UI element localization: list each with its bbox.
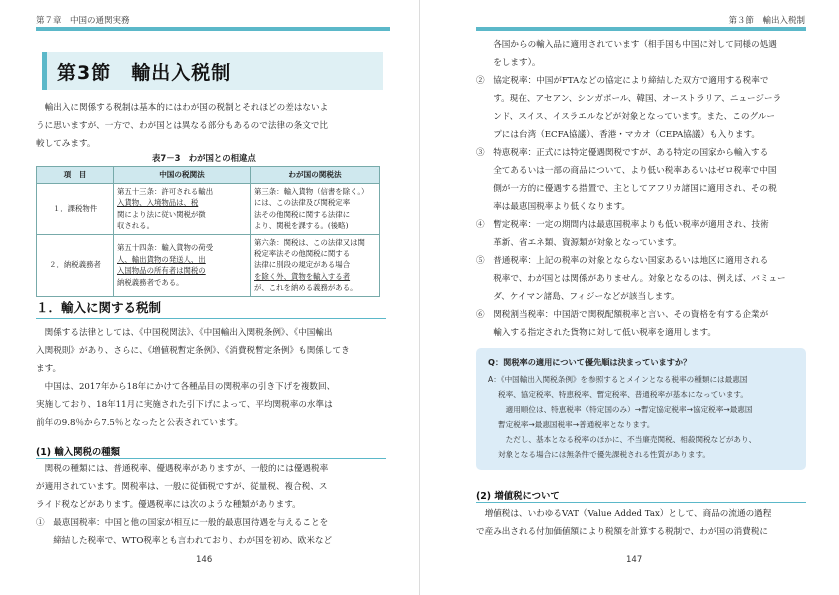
text-line: 実施しており、18年11月に実施された引下げによって、平均関税率の水準は	[36, 400, 333, 410]
table-cell-japan	[251, 234, 380, 296]
cell-line: 法その他関税に関する法律に	[254, 209, 351, 219]
section-title: 第3節 輸出入税制	[57, 62, 232, 84]
text-line: ライド税などがあります。優遇税率には次のような種類があります。	[36, 500, 301, 510]
cell-line: を除く外、貨物を輸入する者	[254, 271, 351, 281]
list-line: 全てあるいは一部の商品について、より低い税率あるいはゼロ税率で中国	[476, 166, 777, 176]
text-line: 中国は、2017年から18年にかけて各種品目の関税率の引き下げを複数回、	[36, 382, 336, 392]
intro-paragraph	[36, 99, 386, 153]
column-header: 項 目	[37, 167, 114, 184]
list-line: ンド、スイス、イスラエルなどが対象となっています。また、このグルー	[476, 112, 775, 122]
text-line: で産み出される付加価値額により税額を計算する税制で、わが国の消費税に	[476, 527, 769, 537]
list-line: ② 協定税率：中国がFTAなどの協定により締結した双方で適用する税率で	[476, 76, 769, 86]
text-line: ます。	[36, 364, 62, 374]
right-page	[420, 0, 839, 595]
cell-line: 第六条：関税は、この法律又は関	[254, 237, 365, 247]
paragraph-vat	[476, 505, 811, 541]
list-line: ⑥ 関税割当税率：中国語で関税配額税率と言い、その資格を有する企業が	[476, 310, 769, 320]
page-number-right: 147	[626, 555, 643, 565]
table-cell-item: １．課税物件	[37, 184, 114, 235]
list-line: 各国からの輸入品に適用されています（相手国も中国に対して同様の処遇	[476, 40, 777, 50]
table-cell-item: ２．納税義務者	[37, 234, 114, 296]
cell-line: 収される。	[117, 221, 154, 231]
text-line: 締結した税率で、WTO税率とも言われており、わが国を初め、欧米など	[36, 536, 333, 546]
text-line: が適用されています。関税率は、一般に従価税ですが、従量税、複合税、ス	[36, 482, 328, 492]
heading-import-tax: １．輸入に関する税制	[36, 300, 162, 315]
cell-line: 第五十四条：輸入貨物の荷受	[117, 243, 214, 253]
list-line: プには台湾（ECFA協議）、香港・マカオ（CEPA協議）も入ります。	[476, 130, 760, 140]
cell-line: 法律に別段の規定がある場合	[254, 260, 351, 270]
paragraph-tariff-types	[36, 460, 388, 550]
cell-line: 第三条：輸入貨物（信書を除く。）	[254, 187, 369, 196]
cell-line: 人、輸出貨物の発送人、出	[117, 254, 206, 264]
answer-line: 暫定税率→最惠国税率→普通税率となります。	[488, 420, 655, 429]
table-cell-japan	[251, 184, 380, 235]
text-line: 関係する法律としては、《中国税関法》、《中国輸出入関税条例》、《中国輸出	[36, 328, 333, 338]
cell-line: 入国物品の所有者は関税の	[117, 266, 206, 276]
running-head-right: 第３節 輸出入税制	[728, 16, 805, 26]
comparison-table	[36, 166, 380, 297]
cell-line: より、関税を課する。(後略)	[254, 221, 349, 231]
list-line: 税率で、わが国とは関係がありません。対象となるのは、例えば、バミュー	[476, 274, 786, 284]
heading-rule	[36, 458, 386, 459]
text-line: ① 最恵国税率：中国と他の国家が相互に一般的最恵国待遇を与えることを	[36, 518, 329, 528]
text-line: 入関税則》があり、さらに、《増値税暫定条例》、《消費税暫定条例》も関係してき	[36, 346, 350, 356]
list-line: 輸入する指定された貨物に対して低い税率を適用します。	[476, 328, 716, 338]
text-line: 較してみます。	[36, 139, 96, 149]
text-line: うに思いますが、一方で、わが国とは異なる部分もあるので法律の条文で比	[36, 121, 329, 131]
column-header: 中国の税関法	[114, 167, 251, 184]
table-cell-china	[114, 234, 251, 296]
page-number-left: 146	[196, 555, 213, 565]
list-line: ⑤ 普通税率：上記の税率の対象とならない国家あるいは地区に適用される	[476, 256, 769, 266]
table-header-row	[37, 167, 380, 184]
table-caption: 表7－3 わが国との相違点	[152, 153, 256, 163]
qa-question: Q：関税率の適用について優先順は決まっていますか？	[488, 357, 692, 367]
answer-line: A：《中国輸出入関税条例》を参照するとメインとなる税率の種類には最惠国	[488, 375, 748, 384]
paragraph-laws	[36, 324, 388, 432]
list-line: ダ、ケイマン諸島、フィジーなどが該当します。	[476, 292, 680, 302]
header-rule-right	[476, 27, 806, 31]
table-row	[37, 234, 380, 296]
list-line: す。現在、アセアン、シンガポール、韓国、オーストラリア、ニュージーラ	[476, 94, 782, 104]
running-head-left: 第７章 中国の通関実務	[36, 16, 130, 26]
list-line: 側が一方的に優遇する措置で、主としてアフリカ諸国に適用され、その税	[476, 184, 777, 194]
list-line: 率は最恵国税率より低くなります。	[476, 202, 631, 212]
section-title-box	[42, 52, 383, 90]
column-header: わが国の関税法	[251, 167, 380, 184]
text-line: 増値税は、いわゆるVAT（Value Added Tax）として、商品の流通の過程	[476, 509, 772, 519]
text-line: 輸出入に関係する税制は基本的にはわが国の税制とそれほどの差はないよ	[36, 103, 329, 113]
list-line: ④ 暫定税率：一定の期間内は最恵国税率よりも低い税率が適用され、技術	[476, 220, 769, 230]
cell-line: が、これを納める義務がある。	[254, 283, 358, 293]
qa-answer	[488, 372, 798, 462]
list-line: をします）。	[476, 58, 541, 68]
rate-list	[476, 36, 811, 342]
list-line: 革新、省エネ類、資源類が対象となっています。	[476, 238, 682, 248]
list-line: ③ 特恵税率：正式には特定優遇関税ですが、ある特定の国家から輸入する	[476, 148, 769, 158]
cell-line: 入貨物、入境物品は、税	[117, 198, 199, 208]
answer-line: ただし、基本となる税率のほかに、不当廉売関税、相殺関税などがあり、	[488, 435, 757, 444]
answer-line: 対象となる場合には無条件で優先課税される性質があります。	[488, 450, 711, 459]
cell-line: 第五十三条：許可される輸出	[117, 187, 214, 196]
cell-line: 関により法に従い関税が徴	[117, 209, 206, 219]
cell-line: 税定率法その他関税に関する	[254, 249, 351, 259]
text-line: 関税の種類には、普通税率、優遇税率がありますが、一般的には優遇税率	[36, 464, 329, 474]
cell-line: には、この法律及び関税定率	[254, 198, 351, 208]
text-line: 前年の9.8％から7.5％となったと公表されています。	[36, 418, 244, 428]
answer-line: 適用順位は、特恵税率（特定国のみ）→暫定協定税率→協定税率→最惠国	[488, 405, 753, 414]
cell-line: 納税義務者である。	[117, 277, 184, 287]
qa-box	[476, 348, 806, 470]
header-rule-left	[36, 27, 390, 31]
heading-rule	[476, 502, 806, 503]
heading-rule	[36, 318, 386, 319]
heading-vat: (2) 増値税について	[476, 491, 560, 502]
table-row	[37, 184, 380, 235]
table-cell-china	[114, 184, 251, 235]
answer-line: 税率、協定税率、特恵税率、暫定税率、普通税率が基本になっています。	[488, 390, 748, 399]
heading-tariff-types: (1) 輸入関税の種類	[36, 447, 120, 458]
